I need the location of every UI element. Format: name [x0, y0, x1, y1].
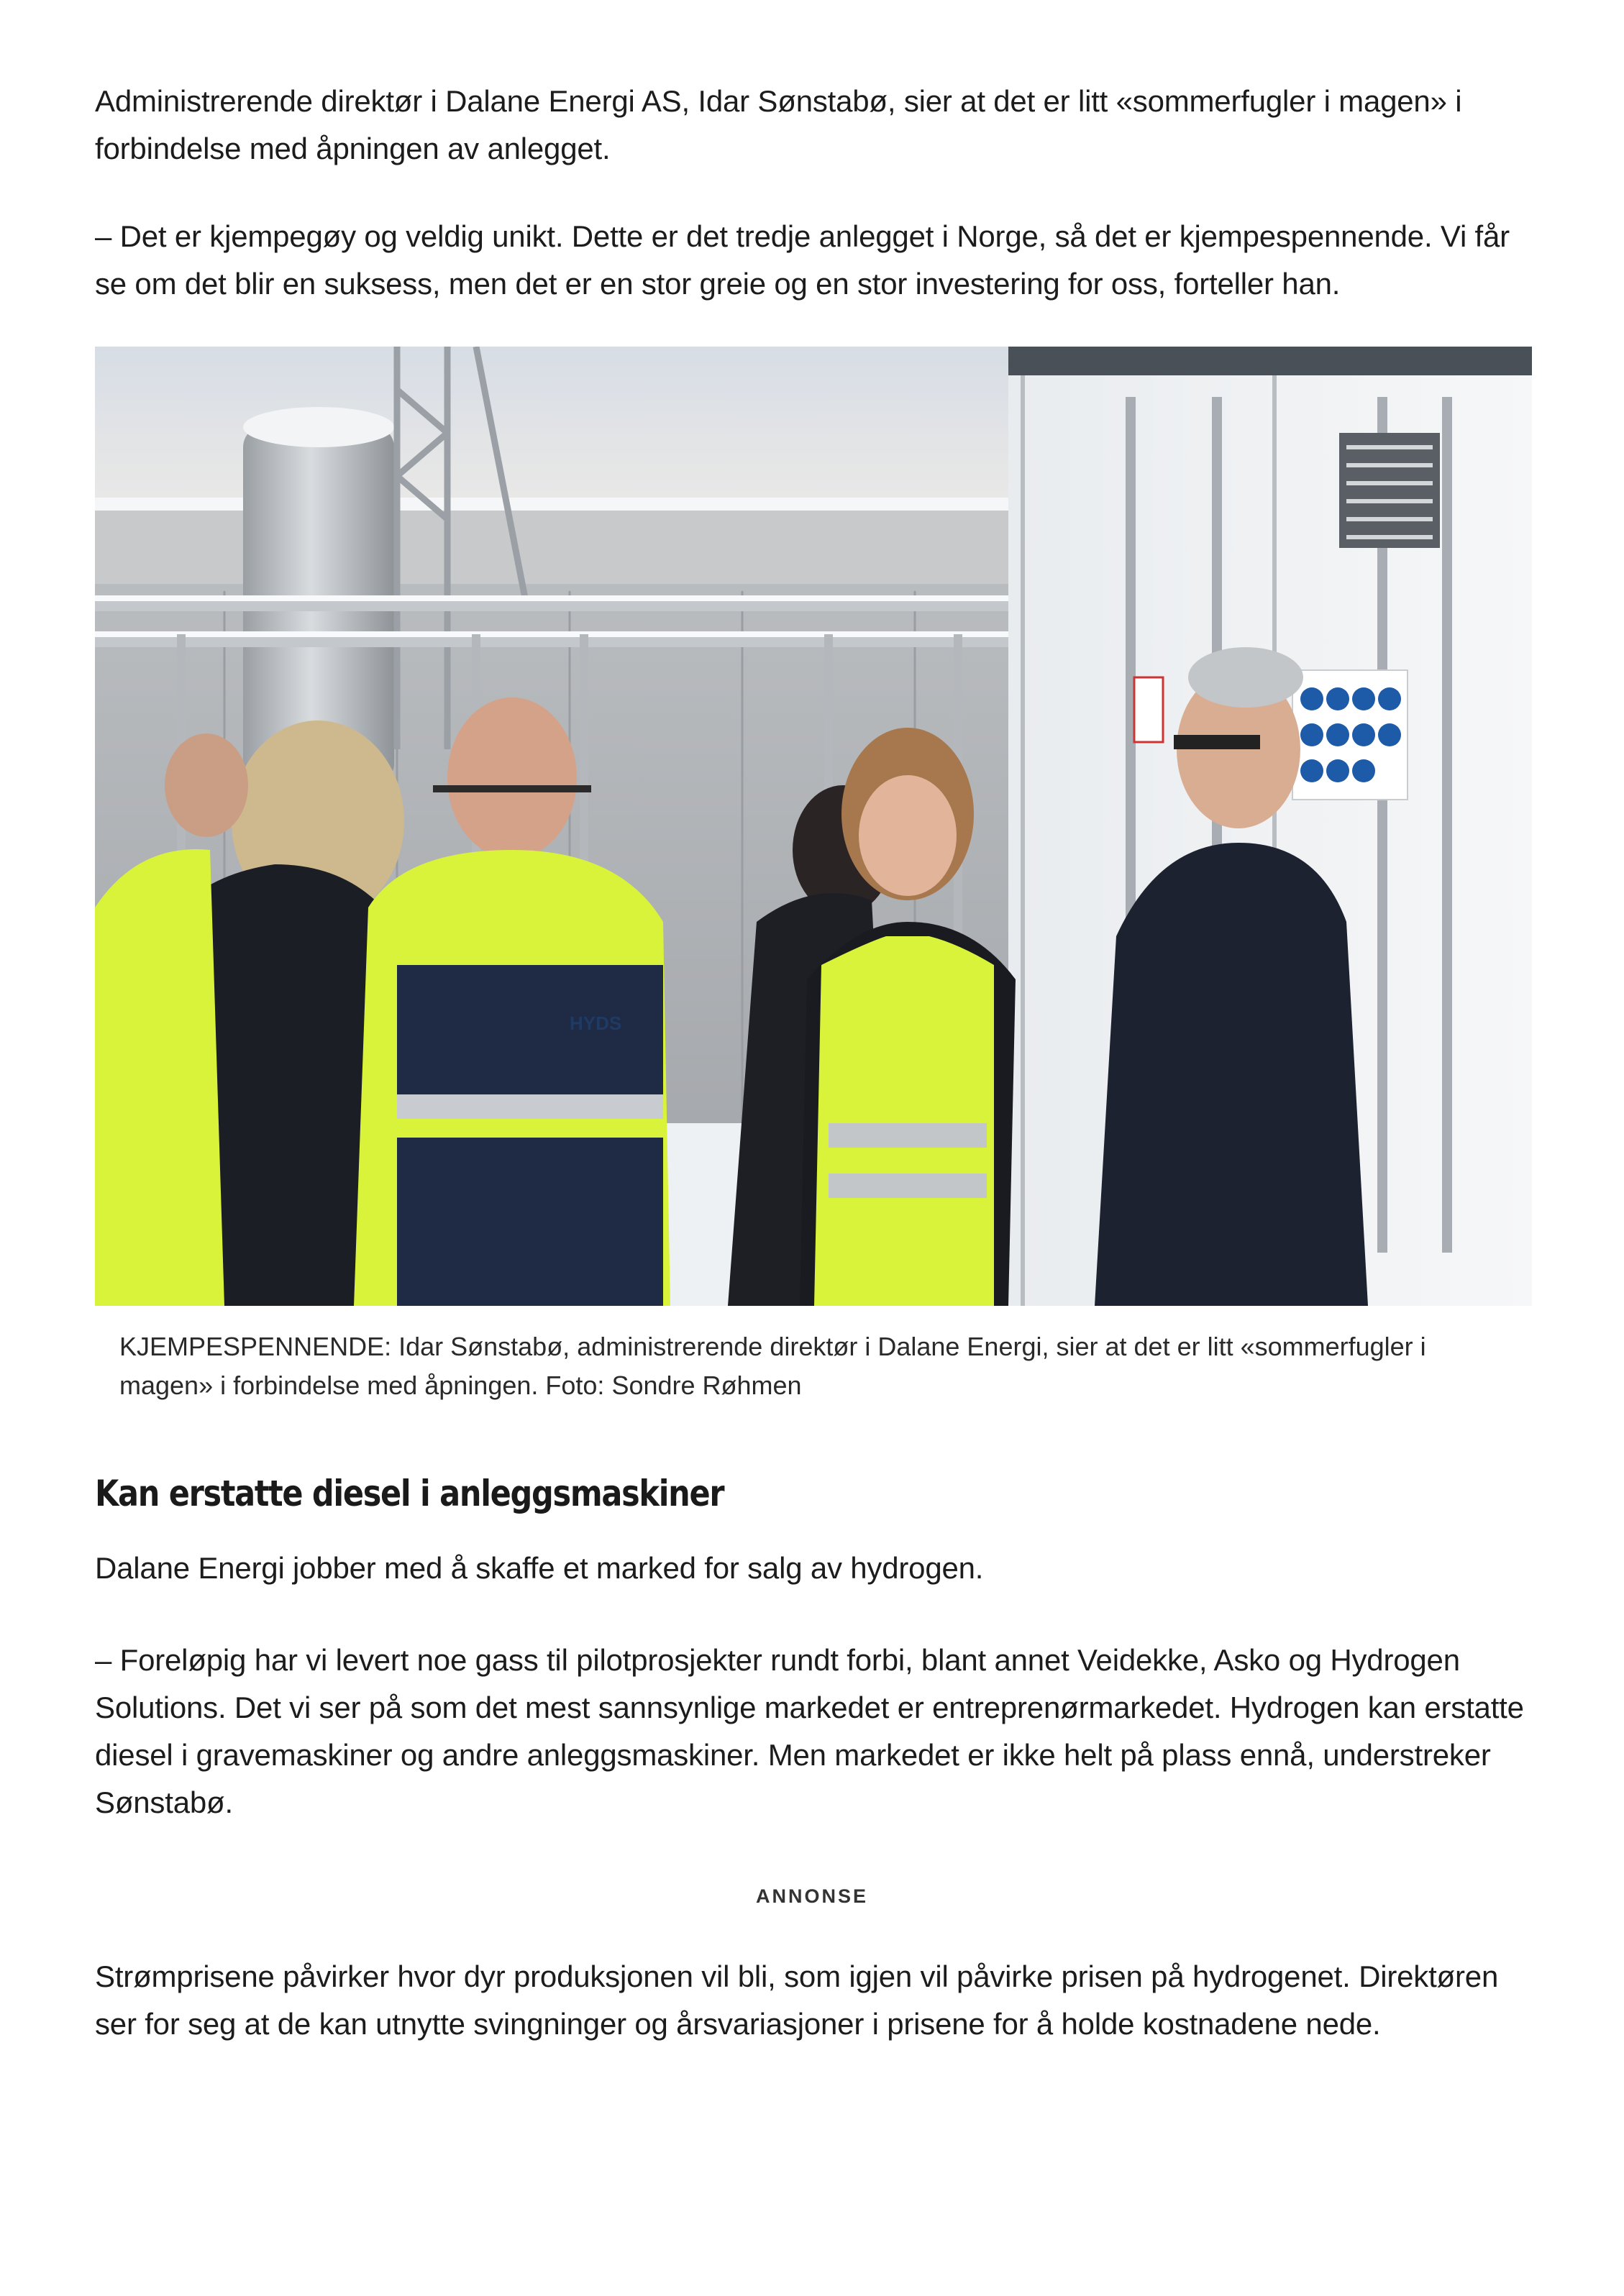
article-paragraph-4: – Foreløpig har vi levert noe gass til pilotprosjekter rundt forbi, blant annet Veidekke, Asko og Hydrogen Solutions. Det vi ser på som det mest sannsynlige markedet er entreprenørmarkedet. Hydrogen kan erstatte diesel i gravemaskiner og andre anleggsmaskiner. Men markedet er ikke helt på plass ennå, understreker Sønstabø. [95, 1643, 1524, 1819]
vent-grille [1339, 433, 1440, 548]
article-paragraph-3: Dalane Energi jobber med å skaffe et marked for salg av hydrogen. [95, 1551, 984, 1585]
article-paragraph-1: Administrerende direktør i Dalane Energi AS, Idar Sønstabø, sier at det er litt «sommerfugler i magen» i forbindelse med åpningen av anlegget. [95, 84, 1462, 165]
photo-caption: KJEMPESPENNENDE: Idar Sønstabø, administrerende direktør i Dalane Energi, sier at det er litt «sommerfugler i magen» i forbindelse med åpningen. Foto: Sondre Røhmen [119, 1332, 1426, 1400]
ad-label: ANNONSE [755, 1885, 868, 1907]
article-paragraph-5: Strømprisene påvirker hvor dyr produksjonen vil bli, som igjen vil påvirke prisen på hydrogenet. Direktøren ser for seg at de kan utnytte svingninger og årsvariasjoner i prisene for å holde kostnadene nede. [95, 1959, 1499, 2041]
vest-logo: HYDS [570, 1012, 622, 1034]
article-photo [95, 347, 1532, 1306]
article-paragraph-2: – Det er kjempegøy og veldig unikt. Dette er det tredje anlegget i Norge, så det er kjempespennende. Vi får se om det blir en suksess, men det er en stor greie og en stor investering for oss, forteller han. [95, 219, 1510, 301]
article-subheading: Kan erstatte diesel i anleggsmaskiner [95, 1473, 724, 1514]
